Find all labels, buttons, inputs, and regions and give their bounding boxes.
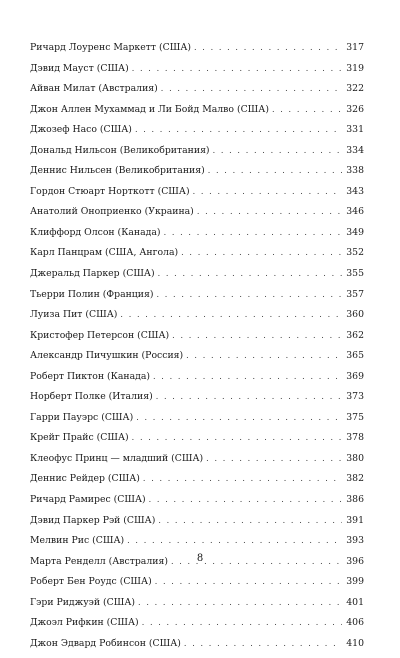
toc-entry [30, 597, 364, 618]
toc-entry-title: Роберт Пиктон (Канада) [30, 370, 151, 382]
toc-entry-page: 322 [346, 83, 364, 95]
toc-entry-page: 369 [346, 370, 364, 382]
toc-entry-page: 357 [346, 288, 364, 300]
toc-entry-title: Деннис Нильсен (Великобритания) [30, 165, 205, 177]
toc-entry [30, 494, 364, 515]
toc-entry [30, 42, 364, 63]
toc-entry-title: Айван Милат (Австралия) [30, 83, 158, 95]
toc-entry-title: Джеральд Паркер (США) [30, 268, 155, 280]
toc-entry [30, 453, 364, 474]
toc-entry [30, 617, 364, 638]
toc-entry-page: 399 [346, 576, 364, 588]
toc-entry-page: 326 [346, 103, 364, 115]
toc-entry-title: Луиза Пит (США) [30, 309, 118, 321]
dot-leader [132, 63, 343, 75]
toc-entry [30, 63, 364, 84]
toc-entry [30, 83, 364, 104]
toc-entry-page: 382 [346, 473, 364, 485]
toc-entry-title: Тьерри Полин (Франция) [30, 288, 154, 300]
toc-entry [30, 145, 364, 166]
toc-entry-page: 380 [346, 452, 364, 464]
dot-leader [194, 42, 342, 54]
toc-entry-title: Ричард Лоуренс Маркетт (США) [30, 42, 191, 53]
toc-entry-title: Дональд Нильсон (Великобритания) [30, 144, 210, 156]
toc-entry-title: Клиффорд Олсон (Канада) [30, 226, 161, 238]
toc-entry [30, 186, 364, 207]
toc-entry-page: 317 [346, 42, 364, 53]
dot-leader [156, 391, 343, 403]
dot-leader [158, 268, 343, 280]
toc-entry [30, 576, 364, 597]
toc-entry-title: Мелвин Рис (США) [30, 535, 125, 547]
toc-entry-page: 334 [346, 144, 364, 156]
toc-entry [30, 165, 364, 186]
dot-leader [142, 617, 343, 629]
toc-entry-title: Клеофус Принц — младший (США) [30, 452, 204, 464]
toc-entry-page: 410 [346, 637, 364, 649]
toc-entry [30, 391, 364, 412]
toc-entry-title: Анатолий Оноприенко (Украина) [30, 206, 194, 218]
dot-leader [158, 515, 342, 527]
dot-leader [161, 83, 342, 95]
toc-entry-title: Джон Эдвард Робинсон (США) [30, 637, 181, 649]
toc-entry [30, 227, 364, 248]
toc-entry-page: 365 [346, 350, 364, 362]
dot-leader [127, 535, 342, 547]
toc-entry-page: 346 [346, 206, 364, 218]
dot-leader [184, 638, 342, 650]
dot-leader [138, 597, 342, 609]
toc-entry [30, 289, 364, 310]
dot-leader [149, 494, 343, 506]
toc-entry [30, 309, 364, 330]
toc-entry-title: Норберт Полке (Италия) [30, 391, 153, 403]
toc-entry [30, 268, 364, 289]
toc-entry-page: 362 [346, 329, 364, 341]
toc-entry-page: 386 [346, 494, 364, 506]
toc-entry [30, 350, 364, 371]
toc-entry-title: Дэвид Паркер Рэй (США) [30, 514, 156, 526]
toc-entry [30, 247, 364, 268]
page-number: 8 [196, 553, 204, 564]
toc-entry-page: 355 [346, 268, 364, 280]
dot-leader [143, 473, 342, 485]
toc-entry-title: Крейг Прайс (США) [30, 432, 129, 444]
dot-leader [213, 145, 343, 157]
toc-entry-title: Дэвид Мауст (США) [30, 62, 129, 74]
toc-entry-page: 373 [346, 391, 364, 403]
dot-leader [153, 371, 342, 383]
toc-entry-page: 343 [346, 185, 364, 197]
dot-leader [272, 104, 342, 116]
toc-entry-title: Марта Ренделл (Австралия) [30, 555, 168, 567]
toc-entry-title: Александр Пичушкин (Россия) [30, 350, 184, 362]
toc-entry-page: 393 [346, 535, 364, 547]
toc-entry [30, 206, 364, 227]
dot-leader [208, 165, 343, 177]
toc-entry-title: Роберт Бен Роудс (США) [30, 576, 152, 588]
toc-entry-title: Джон Аллен Мухаммад и Ли Бойд Малво (США) [30, 103, 269, 115]
toc-entry-page: 360 [346, 309, 364, 321]
toc-entry-title: Деннис Рейдер (США) [30, 473, 140, 485]
dot-leader [193, 186, 343, 198]
table-of-contents [30, 42, 364, 658]
toc-entry-title: Джозеф Насо (США) [30, 124, 132, 136]
dot-leader [164, 227, 343, 239]
dot-leader [181, 247, 342, 259]
toc-entry-title: Джоэл Рифкин (США) [30, 617, 139, 629]
toc-entry [30, 473, 364, 494]
toc-entry-page: 401 [346, 596, 364, 608]
dot-leader [135, 124, 342, 136]
toc-entry-title: Кристофер Петерсон (США) [30, 329, 170, 341]
toc-entry [30, 638, 364, 658]
toc-entry [30, 412, 364, 433]
toc-entry-title: Гордон Стюарт Норткотт (США) [30, 185, 190, 197]
dot-leader [186, 350, 342, 362]
toc-entry [30, 371, 364, 392]
dot-leader [206, 453, 342, 465]
toc-entry-page: 396 [346, 555, 364, 567]
toc-entry-page: 352 [346, 247, 364, 259]
toc-entry [30, 330, 364, 351]
toc-entry-page: 375 [346, 411, 364, 423]
dot-leader [172, 330, 342, 342]
toc-entry-page: 338 [346, 165, 364, 177]
toc-entry [30, 124, 364, 145]
dot-leader [156, 289, 342, 301]
dot-leader [120, 309, 342, 321]
toc-entry [30, 515, 364, 536]
toc-entry-page: 331 [346, 124, 364, 136]
toc-entry-page: 349 [346, 226, 364, 238]
toc-entry [30, 104, 364, 125]
dot-leader [132, 432, 343, 444]
toc-entry-title: Карл Панцрам (США, Ангола) [30, 247, 179, 259]
toc-entry-title: Гэри Риджуэй (США) [30, 596, 136, 608]
toc-entry-page: 378 [346, 432, 364, 444]
toc-entry [30, 432, 364, 453]
dot-leader [136, 412, 342, 424]
toc-entry-page: 406 [346, 617, 364, 629]
dot-leader [155, 576, 343, 588]
toc-entry-page: 319 [346, 62, 364, 74]
toc-entry-title: Ричард Рамирес (США) [30, 494, 146, 506]
toc-entry-page: 391 [346, 514, 364, 526]
toc-entry-title: Гарри Пауэрс (США) [30, 411, 134, 423]
dot-leader [197, 206, 342, 218]
